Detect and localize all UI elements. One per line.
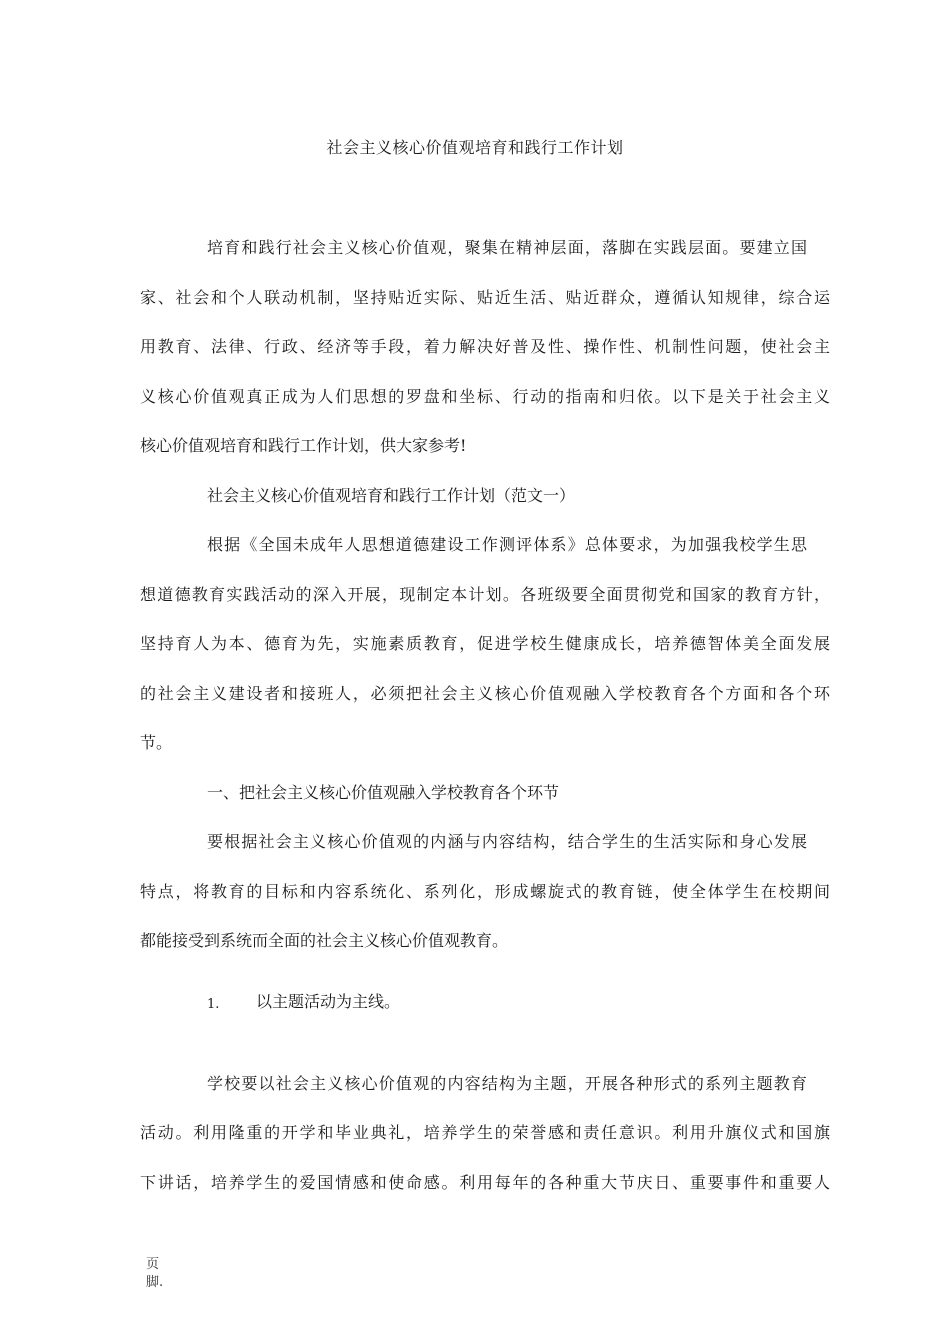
intro-line: 家、社会和个人联动机制，坚持贴近实际、贴近生活、贴近群众，遵循认知规律，综合运 xyxy=(140,288,830,307)
para3-line: 活动。利用隆重的开学和毕业典礼，培养学生的荣誉感和责任意识。利用升旗仪式和国旗 xyxy=(140,1123,830,1142)
footer-line: 脚. xyxy=(146,1275,164,1290)
list-item-text: 以主题活动为主线。 xyxy=(256,992,401,1011)
sample-heading: 社会主义核心价值观培育和践行工作计划（范文一） xyxy=(207,486,576,505)
intro-line: 核心价值观培育和践行工作计划，供大家参考! xyxy=(140,436,467,455)
intro-line: 义核心价值观真正成为人们思想的罗盘和坐标、行动的指南和归依。以下是关于社会主义 xyxy=(140,387,830,406)
para3-line: 学校要以社会主义核心价值观的内容结构为主题，开展各种形式的系列主题教育 xyxy=(207,1074,807,1093)
para1-line: 节。 xyxy=(140,733,173,752)
para2-line: 都能接受到系统而全面的社会主义核心价值观教育。 xyxy=(140,931,509,950)
footer-line: 页 xyxy=(146,1257,160,1272)
page-footer xyxy=(146,1256,163,1292)
intro-line: 用教育、法律、行政、经济等手段，着力解决好普及性、操作性、机制性问题，使社会主 xyxy=(140,337,830,356)
list-item-number: 1. xyxy=(207,997,220,1012)
para2-line: 要根据社会主义核心价值观的内涵与内容结构，结合学生的生活实际和身心发展 xyxy=(207,832,807,851)
document-title: 社会主义核心价值观培育和践行工作计划 xyxy=(326,138,624,157)
para3-line: 下讲话，培养学生的爱国情感和使命感。利用每年的各种重大节庆日、重要事件和重要人 xyxy=(140,1173,830,1192)
para1-line: 根据《全国未成年人思想道德建设工作测评体系》总体要求，为加强我校学生思 xyxy=(207,535,807,554)
intro-line: 培育和践行社会主义核心价值观，聚集在精神层面，落脚在实践层面。要建立国 xyxy=(207,238,807,257)
section1-heading: 一、把社会主义核心价值观融入学校教育各个环节 xyxy=(207,783,560,802)
para1-line: 的社会主义建设者和接班人，必须把社会主义核心价值观融入学校教育各个方面和各个环 xyxy=(140,684,830,703)
para1-line: 坚持育人为本、德育为先，实施素质教育，促进学校生健康成长，培养德智体美全面发展 xyxy=(140,634,830,653)
para2-line: 特点，将教育的目标和内容系统化、系列化，形成螺旋式的教育链，使全体学生在校期间 xyxy=(140,882,830,901)
para1-line: 想道德教育实践活动的深入开展，现制定本计划。各班级要全面贯彻党和国家的教育方针， xyxy=(140,585,830,604)
